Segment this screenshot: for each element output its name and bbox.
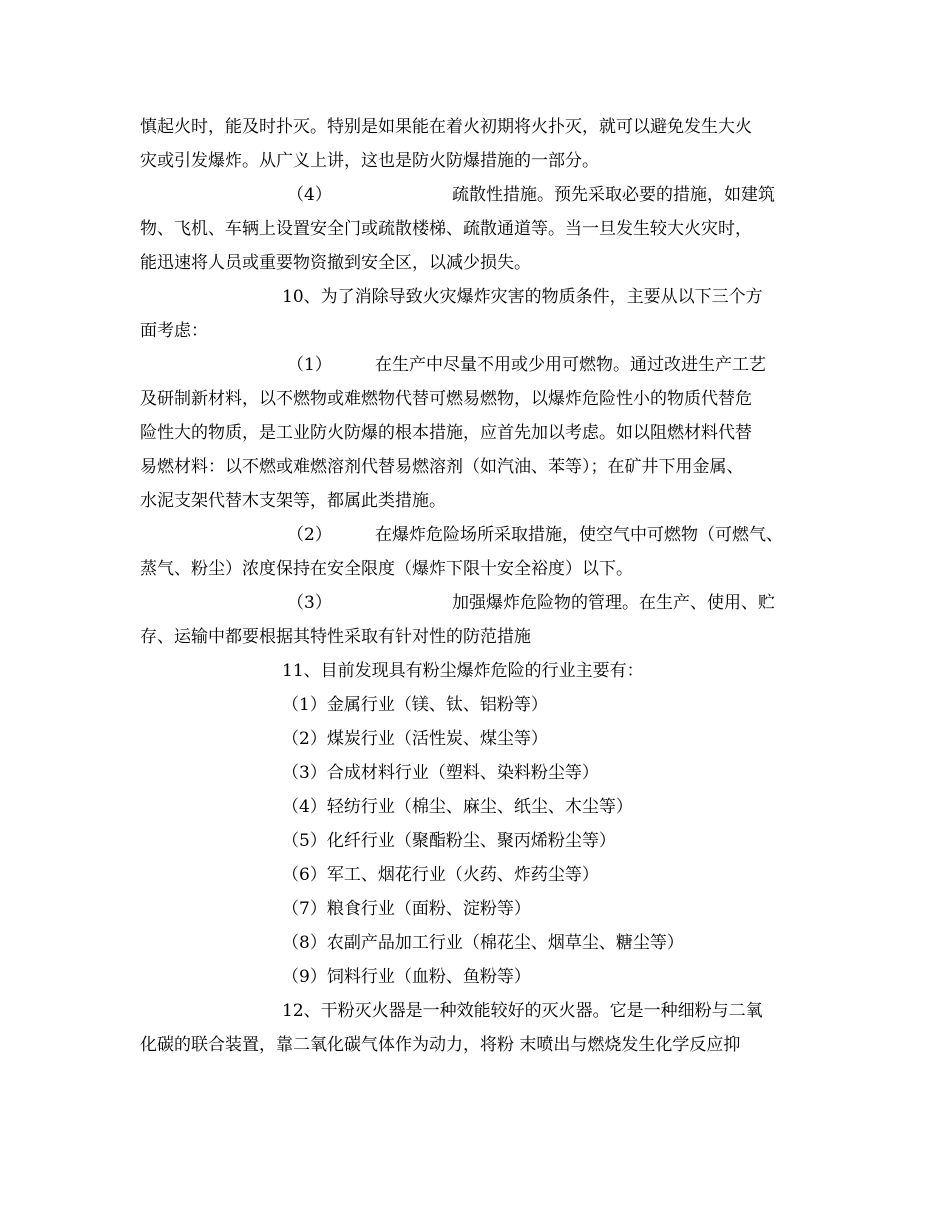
text-line: 化碳的联合装置，靠二氧化碳气体作为动力，将粉 末喷出与燃烧发生化学反应抑	[140, 1035, 741, 1055]
text-line: 灾或引发爆炸。从广义上讲，这也是防火防爆措施的一部分。	[140, 151, 599, 171]
list-item: （7）粮食行业（面粉、淀粉等）	[282, 899, 531, 919]
paragraph-heading: 10、为了消除导致火灾爆炸灾害的物质条件，主要从以下三个方	[282, 287, 763, 307]
item-number: （1）	[287, 355, 332, 375]
list-item: （1）金属行业（镁、钛、铝粉等）	[282, 695, 548, 715]
item-text: 加强爆炸危险物的管理。在生产、使用、贮	[452, 593, 775, 613]
numbered-line	[0, 185, 950, 205]
text-line: 物、飞机、车辆上设置安全门或疏散楼梯、疏散通道等。当一旦发生较大火灾时，	[140, 219, 752, 239]
text-line: 水泥支架代替木支架等，都属此类措施。	[140, 491, 446, 511]
numbered-line	[0, 593, 950, 613]
list-item: （6）军工、烟花行业（火药、炸药尘等）	[282, 865, 599, 885]
list-item: （2）煤炭行业（活性炭、煤尘等）	[282, 729, 548, 749]
text-line: 蒸气、粉尘）浓度保持在安全限度（爆炸下限十安全裕度）以下。	[140, 559, 633, 579]
list-item: （8）农副产品加工行业（棉花尘、烟草尘、糖尘等）	[282, 933, 684, 953]
text-line: 慎起火时，能及时扑灭。特别是如果能在着火初期将火扑灭，就可以避免发生大火	[140, 117, 752, 137]
numbered-line	[0, 525, 950, 545]
text-line: 及研制新材料，以不燃物或难燃物代替可燃易燃物，以爆炸危险性小的物质代替危	[140, 389, 752, 409]
list-item: （9）饲料行业（血粉、鱼粉等）	[282, 967, 531, 987]
paragraph-heading: 12、干粉灭火器是一种效能较好的灭火器。它是一种细粉与二氧	[282, 1001, 763, 1021]
item-text: 在生产中尽量不用或少用可燃物。通过改进生产工艺	[375, 355, 766, 375]
text-line: 易燃材料：以不燃或难燃溶剂代替易燃溶剂（如汽油、苯等）；在矿井下用金属、	[140, 457, 744, 477]
item-number: （4）	[287, 185, 332, 205]
paragraph-heading: 11、目前发现具有粉尘爆炸危险的行业主要有：	[282, 661, 644, 681]
text-line: 险性大的物质，是工业防火防爆的根本措施，应首先加以考虑。如以阻燃材料代替	[140, 423, 752, 443]
list-item: （4）轻纺行业（棉尘、麻尘、纸尘、木尘等）	[282, 797, 633, 817]
text-line: 能迅速将人员或重要物资撤到安全区，以减少损失。	[140, 253, 531, 273]
item-text: 疏散性措施。预先采取必要的措施，如建筑	[452, 185, 775, 205]
list-item: （5）化纤行业（聚酯粉尘、聚丙烯粉尘等）	[282, 831, 616, 851]
text-line: 面考虑：	[140, 321, 208, 341]
numbered-line	[0, 355, 950, 375]
list-item: （3）合成材料行业（塑料、染料粉尘等）	[282, 763, 599, 783]
item-number: （3）	[287, 593, 332, 613]
item-text: 在爆炸危险场所采取措施，使空气中可燃物（可燃气、	[375, 525, 783, 545]
item-number: （2）	[287, 525, 332, 545]
text-line: 存、运输中都要根据其特性采取有针对性的防范措施	[140, 627, 531, 647]
